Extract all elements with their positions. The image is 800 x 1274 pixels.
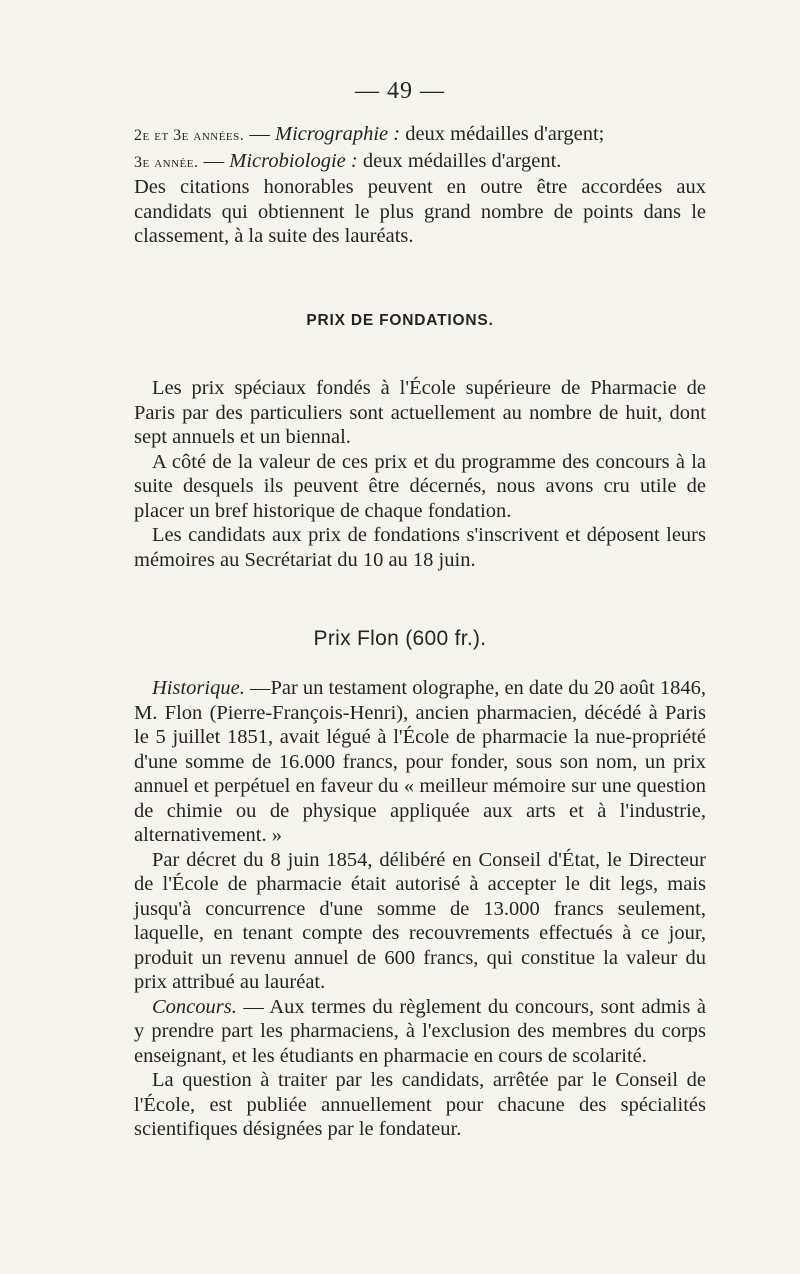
fondations-paragraph: Les prix spéciaux fondés à l'École supérieure de Pharmacie de Paris par des particuliers sont actuellement au nombre de huit, dont sept annuels et un biennal. [134,377,706,448]
historique-text: —Par un testament olographe, en date du 20 août 1846, M. Flon (Pierre-François-Henri), ancien pharmacien, décédé à Paris le 5 juillet 1851, avait légué à l'École de pharmacie la nue-propriété d'une somme de 16.000 francs, pour fonder, sous son nom, un prix annuel et perpétuel en faveur du « meilleur mémoire sur une question de chimie ou de physique appliquée aux arts et à l'industrie, alternativement. » [134,677,706,846]
page-number: — 49 — [355,78,445,104]
years-label: 2e et 3e années. [134,127,245,144]
citations-paragraph: Des citations honorables peuvent en outre être accordées aux candidats qui obtiennent le plus grand nombre de points dans le classement, à la suite des lauréats. [134,176,706,247]
decret-paragraph: Par décret du 8 juin 1854, délibéré en Conseil d'État, le Directeur de l'École de pharmacie était autorisé à accepter le dit legs, mais jusqu'à concurrence d'une somme de 13.000 francs seulement, laquelle, en tenant compte des recouvrements effectués à ce jour, produit un revenu annuel de 600 francs, qui constitue la valeur du prix attribué au lauréat. [134,848,706,993]
subject-microbiologie: Microbiologie : [229,149,358,172]
section-heading: PRIX DE FONDATIONS. [306,312,494,329]
question-paragraph: La question à traiter par les candidats, arrêtée par le Conseil de l'École, est publiée annuellement pour chacune des spécialités scientifiques désignées par le fondateur. [134,1069,706,1140]
fondations-paragraph: Les candidats aux prix de fondations s'inscrivent et déposent leurs mémoires au Secrétariat du 10 au 18 juin. [134,524,706,571]
fondations-paragraph: A côté de la valeur de ces prix et du programme des concours à la suite desquels ils peuvent être décernés, nous avons cru utile de placer un bref historique de chaque fondation. [134,450,706,522]
medal-line-3e [134,149,706,176]
historique-label: Historique. [152,677,245,699]
medal-text: deux médailles d'argent; [400,123,605,145]
fondations-block [134,376,706,572]
prix-flon-block [134,676,706,1142]
prize-heading: Prix Flon (600 fr.). [313,627,487,650]
intro-block [134,122,706,249]
historique-paragraph [134,676,706,848]
dash: — [198,149,230,172]
year-label: 3e année. [134,153,199,171]
concours-label: Concours. [152,995,237,1018]
medal-text: deux médailles d'argent. [357,149,562,172]
medal-line-2e-3e [134,122,706,149]
subject-micrographie: Micrographie : [275,123,401,145]
dash: — [244,123,276,145]
concours-text: — Aux termes du règlement du concours, sont admis à y prendre part les pharmaciens, à l'exclusion des membres du corps enseignant, et les étudiants en pharmacie en cours de scolarité. [134,995,706,1067]
concours-paragraph [134,995,706,1069]
